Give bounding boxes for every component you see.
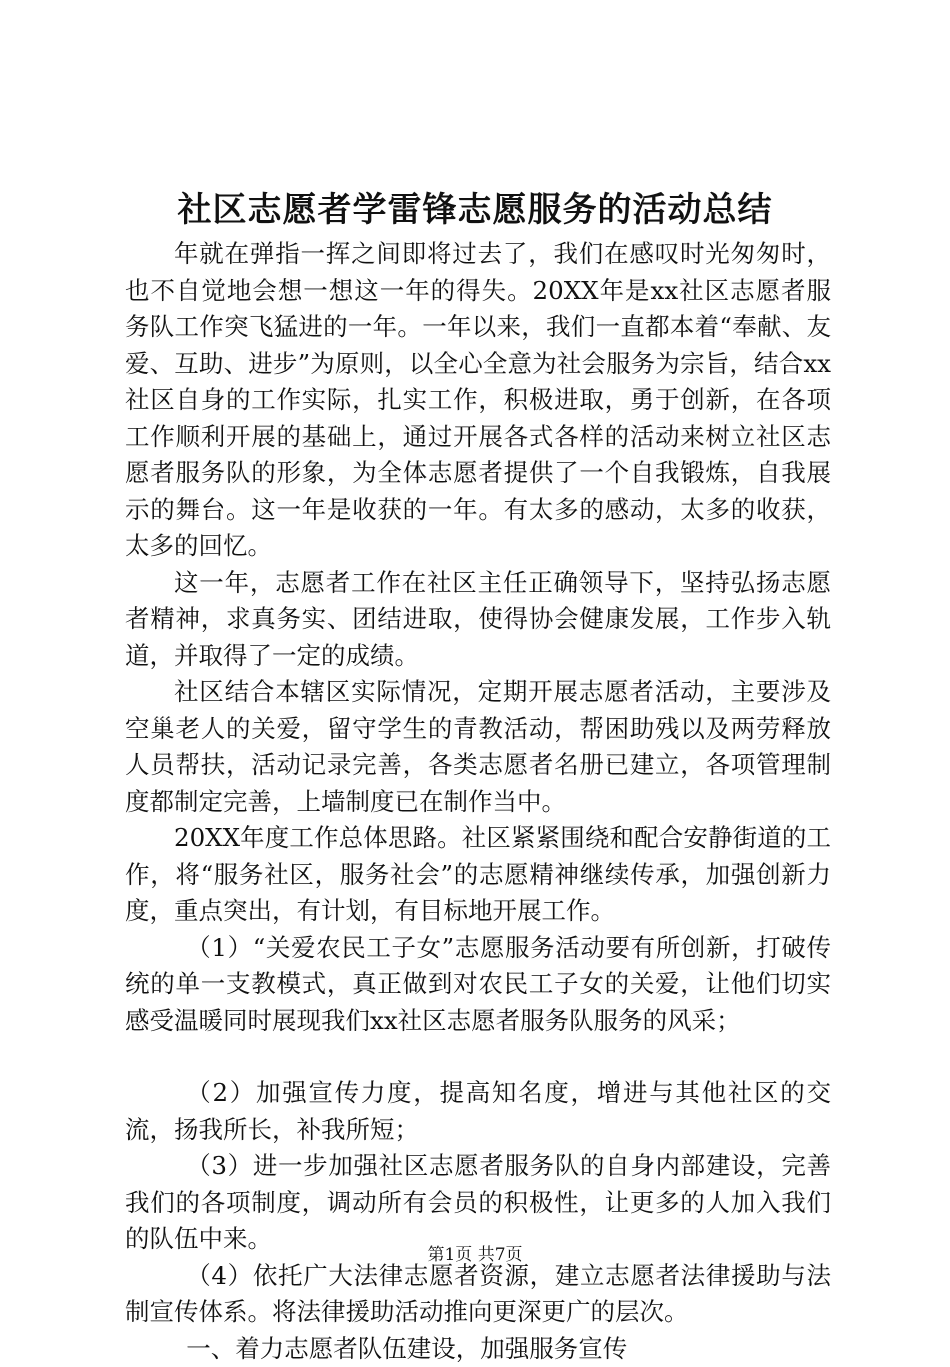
paragraph-item-4: （4）依托广大法律志愿者资源，建立志愿者法律援助与法制宣传体系。将法律援助活动推向更深更广的层次。 [125,1258,831,1331]
document-body [125,236,831,1367]
paragraph-plan: 20XX年度工作总体思路。社区紧紧围绕和配合安静街道的工作，将“服务社区，服务社会”的志愿精神继续传承，加强创新力度，重点突出，有计划，有目标地开展工作。 [125,820,831,930]
paragraph-year-work: 这一年，志愿者工作在社区主任正确领导下，坚持弘扬志愿者精神，求真务实、团结进取，使得协会健康发展，工作步入轨道，并取得了一定的成绩。 [125,565,831,675]
document-title: 社区志愿者学雷锋志愿服务的活动总结 [0,186,950,234]
paragraph-item-1: （1）“关爱农民工子女”志愿服务活动要有所创新，打破传统的单一支教模式，真正做到对农民工子女的关爱，让他们切实感受温暖同时展现我们xx社区志愿者服务队服务的风采； [125,930,831,1040]
paragraph-intro: 年就在弹指一挥之间即将过去了，我们在感叹时光匆匆时，也不自觉地会想一想这一年的得失。20XX年是xx社区志愿者服务队工作突飞猛进的一年。一年以来，我们一直都本着“奉献、友爱、互助、进步”为原则，以全心全意为社会服务为宗旨，结合xx社区自身的工作实际，扎实工作，积极进取，勇于创新，在各项工作顺利开展的基础上，通过开展各式各样的活动来树立社区志愿者服务队的形象，为全体志愿者提供了一个自我锻炼，自我展示的舞台。这一年是收获的一年。有太多的感动，太多的收获，太多的回忆。 [125,236,831,565]
paragraph-activities: 社区结合本辖区实际情况，定期开展志愿者活动，主要涉及空巢老人的关爱，留守学生的青教活动，帮困助残以及两劳释放人员帮扶，活动记录完善，各类志愿者名册已建立，各项管理制度都制定完善，上墙制度已在制作当中。 [125,674,831,820]
section-heading-1: 一、着力志愿者队伍建设，加强服务宣传 [125,1331,831,1367]
paragraph-item-2: （2）加强宣传力度，提高知名度，增进与其他社区的交流，扬我所长，补我所短； [125,1075,831,1148]
paragraph-item-3: （3）进一步加强社区志愿者服务队的自身内部建设，完善我们的各项制度，调动所有会员的积极性，让更多的人加入我们的队伍中来。 [125,1148,831,1258]
page-number: 第1页 共7页 [0,1243,950,1267]
